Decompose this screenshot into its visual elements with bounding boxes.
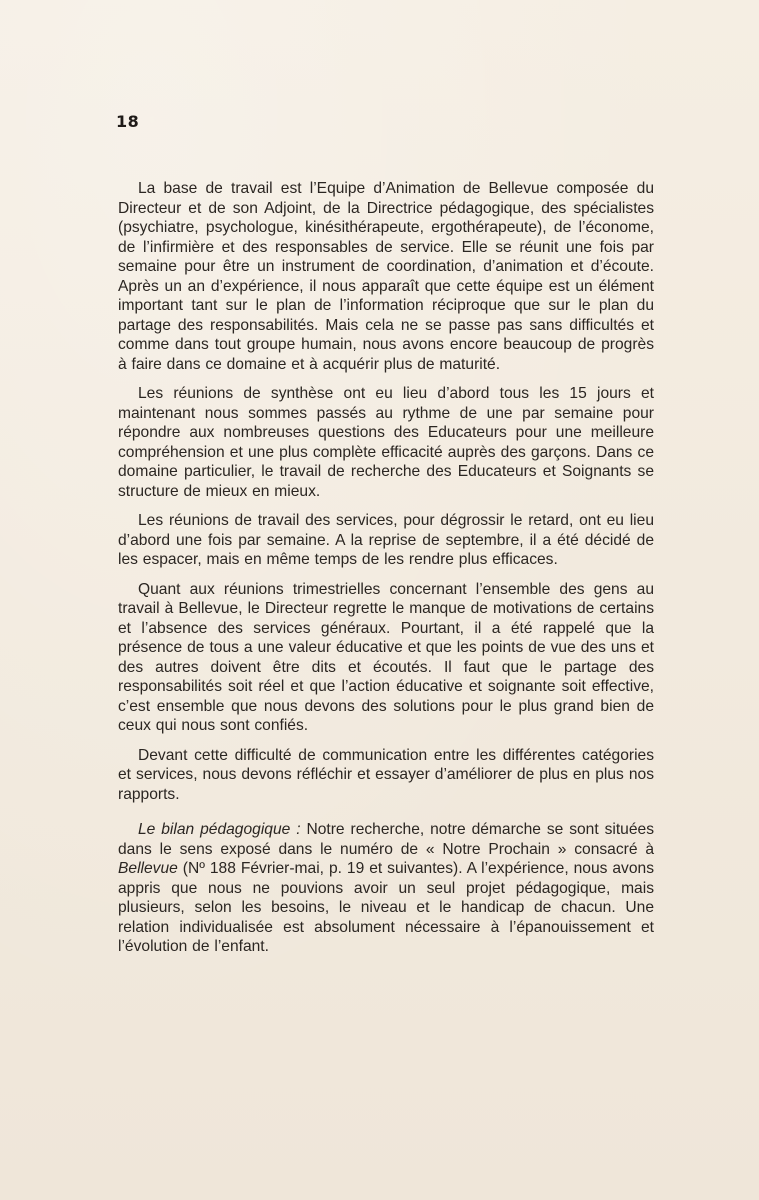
body-text <box>118 179 654 967</box>
paragraph-services: Les réunions de travail des services, pour dégrossir le retard, ont eu lieu d’abord une fois par semaine. A la reprise de septembre, il a été décidé de les espacer, mais en même temps de les rendre plus efficaces. <box>118 512 654 568</box>
bilan-text-part-2: (Nº 188 Février-mai, p. 19 et suivantes). A l’expérience, nous avons appris que nous ne pouvions avoir un seul projet pédagogique, mais plusieurs, selon les besoins, le niveau et le handicap de chacun. Une relation individualisée est absolument nécessaire à l’épanouissement et l’évolution de l’enfant. <box>118 860 654 955</box>
paragraph-equipe: La base de travail est l’Equipe d’Animation de Bellevue composée du Directeur et de son Adjoint, de la Directrice pédagogique, des spécialistes (psychiatre, psychologue, kinésithérapeute, ergothérapeute), de l’économe, de l’infirmière et des responsables de service. Elle se réunit une fois par semaine pour être un instrument de coordination, d’animation et d’écoute. Après un an d’expérience, il nous apparaît que cette équipe est un élément important tant sur le plan de l’information réciproque que sur le plan du partage des responsabilités. Mais cela ne se passe pas sans difficultés et comme dans tout groupe humain, nous avons encore beaucoup de progrès à faire dans ce domaine et à acquérir plus de maturité. <box>118 180 654 373</box>
paragraph-synthese: Les réunions de synthèse ont eu lieu d’abord tous les 15 jours et maintenant nous sommes passés au rythme de une par semaine pour répondre aux nombreuses questions des Educateurs pour une meilleure compréhension et une plus complète efficacité auprès des garçons. Dans ce domaine particulier, le travail de recherche des Educateurs et Soignants se structure de mieux en mieux. <box>118 385 654 500</box>
page-number: 18 <box>116 112 140 131</box>
paragraph-communication: Devant cette difficulté de communication entre les différentes catégories et services, nous devons réfléchir et essayer d’améliorer de plus en plus nos rapports. <box>118 746 654 803</box>
paragraph-bilan <box>118 820 654 957</box>
bilan-text-part-1: Notre recherche, notre démarche se sont situées dans le sens exposé dans le numéro de « Notre Prochain » consacré à <box>118 821 655 858</box>
bilan-heading: Le bilan pédagogique : <box>138 821 301 838</box>
paragraph-trimestrielles: Quant aux réunions trimestrielles concernant l’ensemble des gens au travail à Bellevue, le Directeur regrette le manque de motivations de certains et l’absence des services généraux. Pourtant, il a été rappelé que la présence de tous a une valeur éducative et que les points de vue des uns et des autres doivent être dits et écoutés. Il faut que le partage des responsabilités soit réel et que l’action éducative et soignante soit effective, c’est ensemble que nous devons des solutions pour le plus grand bien de ceux qui nous sont confiés. <box>118 580 654 734</box>
bilan-emphasis: Bellevue <box>118 860 178 877</box>
